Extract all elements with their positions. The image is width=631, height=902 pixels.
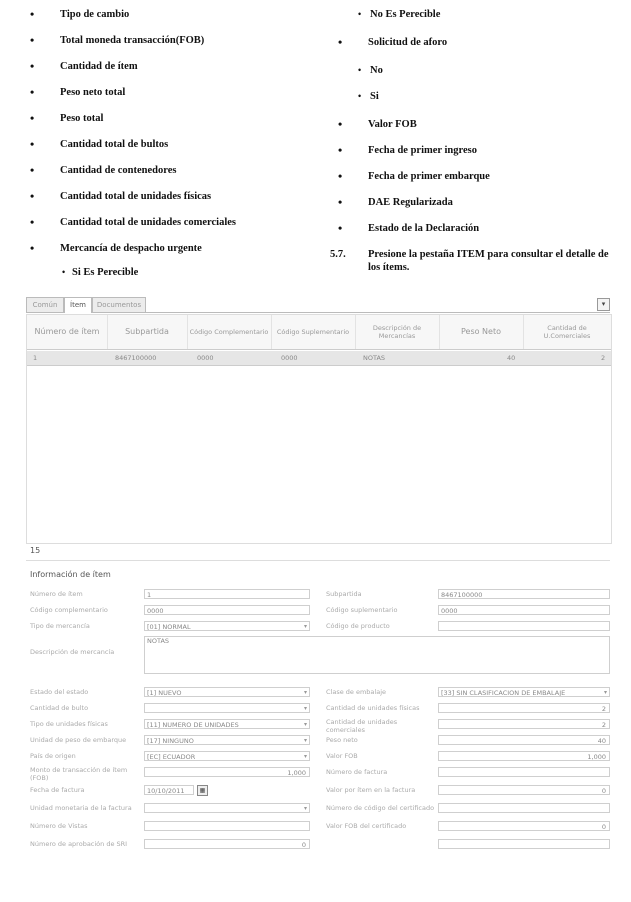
field-numero-vistas[interactable]	[144, 821, 310, 831]
select-estado-value: [1] NUEVO	[147, 689, 182, 697]
chevron-down-icon: ▾	[303, 753, 307, 760]
label-cant-unidades-fisicas: Cantidad de unidades físicas	[326, 704, 420, 712]
table-row[interactable]	[27, 351, 611, 366]
divider	[26, 560, 610, 561]
field-extra[interactable]	[438, 839, 610, 849]
cell-subpartida: 8467100000	[115, 354, 157, 362]
field-codigo-certificado[interactable]	[438, 803, 610, 813]
label-valor-fob-certificado: Valor FOB del certificado	[326, 822, 407, 830]
field-fecha-factura[interactable]: 10/10/2011	[144, 785, 194, 795]
label-codigo-producto: Código de producto	[326, 622, 390, 630]
col-descripcion[interactable]: Descripción de Mercancías	[355, 315, 440, 349]
field-numero-item[interactable]: 1	[144, 589, 310, 599]
label-subpartida: Subpartida	[326, 590, 362, 598]
label-peso-neto: Peso neto	[326, 736, 358, 744]
select-pais-origen[interactable]	[144, 751, 310, 761]
cell-descripcion: NOTAS	[363, 354, 386, 362]
col-peso-neto[interactable]: Peso Neto	[439, 315, 524, 349]
label-cant-unidades-comerciales: Cantidad de unidades comerciales	[326, 718, 398, 734]
document-text: • Tipo de cambio • Total moneda transacción(FOB) • Cantidad de ítem • Peso neto total • Peso total • Cantidad total de bultos • Cantidad de contenedores • Cantidad total de unidades físicas • Cantidad total de unidades comerciales • Mercancía de despacho urgente • Si Es Perecible • No Es Perecible • Solicitud de aforo • No • Si • Valor FOB • Fecha de primer ingreso • Fecha de primer embarque • DAE Regularizada • Estado de la Declaración 5.7. Presione la pestaña ITEM para consultar el detalle de los ítems.	[30, 7, 609, 278]
field-cod-suplementario[interactable]: 0000	[438, 605, 610, 615]
field-cant-unidades-fisicas[interactable]: 2	[438, 703, 610, 713]
field-valor-fob[interactable]: 1,000	[438, 751, 610, 761]
cell-peso: 40	[507, 354, 516, 362]
label-pais-origen: País de origen	[30, 752, 76, 760]
label-numero-item: Número de ítem	[30, 590, 83, 598]
chevron-down-icon: ▾	[303, 805, 307, 812]
select-clase-embalaje[interactable]	[438, 687, 610, 697]
cell-cod-complementario: 0000	[197, 354, 214, 362]
chevron-down-icon: ▾	[303, 689, 307, 696]
field-peso-neto[interactable]: 40	[438, 735, 610, 745]
select-unidad-peso[interactable]	[144, 735, 310, 745]
chevron-down-icon: ▾	[303, 721, 307, 728]
field-valor-fob-certificado[interactable]: 0	[438, 821, 610, 831]
select-tipo-unidades-fisicas[interactable]	[144, 719, 310, 729]
select-clase-embalaje-value: [33] SIN CLASIFICACION DE EMBALAJE	[441, 689, 566, 697]
label-cod-suplementario: Código suplementario	[326, 606, 398, 614]
label-numero-vistas: Número de Vistas	[30, 822, 88, 830]
label-descripcion: Descripción de mercancía	[30, 648, 115, 656]
select-estado[interactable]	[144, 687, 310, 697]
section-title: Información de ítem	[30, 570, 111, 579]
label-estado: Estado del estado	[30, 688, 89, 696]
chevron-down-icon: ▾	[303, 623, 307, 630]
label-unidad-monetaria: Unidad monetaria de la factura	[30, 804, 132, 812]
field-valor-item-factura[interactable]: 0	[438, 785, 610, 795]
pager-count[interactable]: 15	[30, 546, 41, 555]
label-aprobacion-sri: Número de aprobación de SRI	[30, 840, 128, 848]
label-valor-item-factura: Valor por ítem en la factura	[326, 786, 416, 794]
field-cant-unidades-comerciales[interactable]: 2	[438, 719, 610, 729]
cell-cod-suplementario: 0000	[281, 354, 298, 362]
select-pais-origen-value: [EC] ECUADOR	[147, 753, 196, 761]
cell-numero: 1	[33, 354, 38, 362]
select-tipo-mercancia[interactable]	[144, 621, 310, 631]
field-numero-factura[interactable]	[438, 767, 610, 777]
select-tipo-unidades-value: [11] NUMERO DE UNIDADES	[147, 721, 239, 729]
label-cantidad-bulto: Cantidad de bulto	[30, 704, 89, 712]
field-descripcion[interactable]: NOTAS	[144, 636, 610, 674]
col-codigo-complementario[interactable]: Código Complementario	[187, 315, 272, 349]
items-grid	[26, 314, 612, 544]
field-monto-transaccion[interactable]: 1,000	[144, 767, 310, 777]
grid-header	[27, 315, 611, 350]
chevron-down-icon[interactable]: ▾	[597, 298, 610, 311]
label-unidad-peso: Unidad de peso de embarque	[30, 736, 127, 744]
field-subpartida[interactable]: 8467100000	[438, 589, 610, 599]
label-tipo-unidades-fisicas: Tipo de unidades físicas	[30, 720, 108, 728]
col-numero-item[interactable]: Número de ítem	[27, 315, 108, 349]
cell-cantidad: 2	[601, 354, 606, 362]
field-aprobacion-sri[interactable]: 0	[144, 839, 310, 849]
select-unidad-monetaria[interactable]	[144, 803, 310, 813]
col-subpartida[interactable]: Subpartida	[107, 315, 188, 349]
select-tipo-mercancia-value: [01] NORMAL	[147, 623, 191, 631]
select-unidad-peso-value: [17] NINGUNO	[147, 737, 194, 745]
select-cantidad-bulto[interactable]	[144, 703, 310, 713]
label-monto-transaccion: Monto de transacción de ítem (FOB)	[30, 766, 128, 782]
label-tipo-mercancia: Tipo de mercancía	[30, 622, 90, 630]
field-cod-complementario[interactable]: 0000	[144, 605, 310, 615]
label-fecha-factura: Fecha de factura	[30, 786, 85, 794]
tab-comun[interactable]: Común	[26, 297, 64, 312]
chevron-down-icon: ▾	[603, 689, 607, 696]
tab-documentos[interactable]: Documentos	[92, 297, 146, 312]
calendar-icon[interactable]: ▦	[197, 785, 208, 796]
tab-bar	[26, 296, 610, 313]
chevron-down-icon: ▾	[303, 737, 307, 744]
tab-item[interactable]: Ítem	[64, 297, 92, 313]
col-cantidad-comerciales[interactable]: Cantidad de U.Comerciales	[543, 324, 591, 340]
label-codigo-certificado: Número de código del certificado	[326, 804, 435, 812]
chevron-down-icon: ▾	[303, 705, 307, 712]
label-numero-factura: Número de factura	[326, 768, 388, 776]
field-codigo-producto[interactable]	[438, 621, 610, 631]
label-valor-fob: Valor FOB	[326, 752, 358, 760]
label-cod-complementario: Código complementario	[30, 606, 108, 614]
label-clase-embalaje: Clase de embalaje	[326, 688, 387, 696]
col-codigo-suplementario[interactable]: Código Suplementario	[271, 315, 356, 349]
